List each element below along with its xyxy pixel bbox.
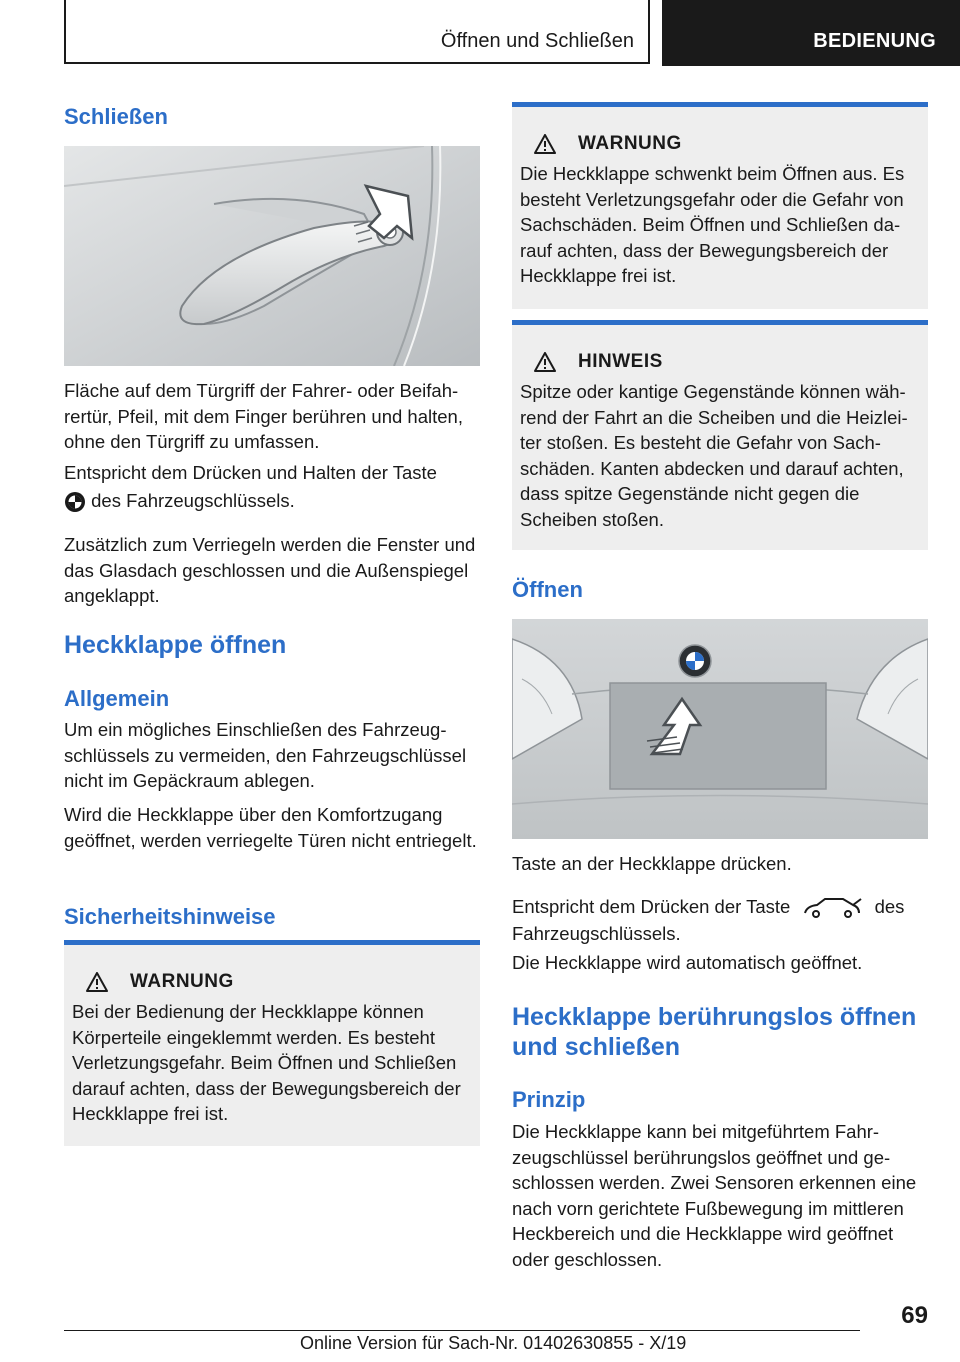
warning-box-swing — [512, 102, 928, 309]
hint-header — [520, 347, 920, 377]
paragraph-comfort-access: Wird die Heckklappe über den Komfortzugang geöffnet, werden verriegelte Türen nicht entriegelt. — [64, 804, 477, 851]
header-chapter-box — [662, 0, 960, 66]
warning-triangle-icon — [534, 134, 556, 154]
warning-header — [520, 129, 920, 159]
hint-box-sharp-objects — [512, 320, 928, 550]
paragraph-press-button: Taste an der Heckklappe drücken. — [512, 853, 792, 874]
warning-text: Die Heckklappe schwenkt beim Öffnen aus. Es besteht Verletzungsgefahr oder die Gefahr von Sachschäden. Beim Öffnen und Schließen darauf achten, dass der Bewegungsbereich der Heckklappe frei ist. — [520, 163, 905, 287]
paragraph-prinzip: Die Heckklappe kann bei mitgeführtem Fahrzeugschlüssel berührungslos geöffnet und geschlossen werden. Zwei Sensoren erkennen eine nach vorn gerichtete Fußbewegung im mittleren Heckbereich und die Heckklappe wird geöffnet oder geschlossen. — [512, 1121, 917, 1270]
trunk-button-image — [512, 619, 928, 839]
page-number: 69 — [901, 1302, 928, 1329]
paragraph-lock-key-suffix: des Fahrzeugschlüssels. — [86, 489, 295, 511]
header-section-box — [64, 0, 650, 64]
paragraph-trunk-key-prefix: Entspricht dem Drücken der Taste — [512, 896, 791, 917]
heading-oeffnen: Öffnen — [512, 577, 583, 602]
door-handle-illustration — [64, 146, 480, 366]
heading-prinzip: Prinzip — [512, 1087, 586, 1112]
paragraph-key-storage: Um ein mögliches Einschließen des Fahrzeugschlüssels zu vermeiden, den Fahrzeugschlüssel nicht im Gepäckraum ablegen. — [64, 719, 467, 792]
footer-online-version: Online Version für Sach-Nr. 01402630855 - X/19 — [300, 1333, 687, 1353]
heading-heckklappe-oeffnen: Heckklappe öffnen — [64, 631, 287, 659]
footer-divider — [64, 1330, 860, 1331]
door-handle-image — [64, 146, 480, 366]
paragraph-trunk-key — [512, 894, 928, 947]
bmw-logo-lock-icon — [64, 491, 86, 513]
heading-schliessen: Schließen — [64, 104, 168, 129]
heading-beruehrungslos: Heckklappe berührungslos öffnen und schließen — [512, 1003, 917, 1061]
paragraph-windows-close: Zusätzlich zum Verriegeln werden die Fenster und das Glasdach geschlossen und die Außenspiegel angeklappt. — [64, 534, 476, 607]
paragraph-auto-open: Die Heckklappe wird automatisch geöffnet. — [512, 952, 863, 973]
paragraph-lock-key — [64, 460, 480, 513]
warning-box-pinching — [64, 940, 480, 1146]
hint-title: HINWEIS — [578, 351, 663, 372]
paragraph-trunk-key-line1 — [512, 894, 928, 947]
trunk-button-illustration — [512, 619, 928, 839]
hint-text: Spitze oder kantige Gegenstände können während der Fahrt an die Scheiben und die Heizleiter stoßen. Es besteht die Gefahr von Sachschäden. Kanten abdecken und darauf achten, dass spitze Gegenstände nicht gegen die Scheiben stoßen. — [520, 381, 908, 530]
paragraph-door-touch: Fläche auf dem Türgriff der Fahrer- oder Beifahrertür, Pfeil, mit dem Finger berühren und halten, ohne den Türgriff zu umfassen. — [64, 380, 463, 453]
car-trunk-icon — [801, 895, 863, 921]
warning-triangle-icon — [534, 352, 556, 372]
warning-title: WARNUNG — [130, 971, 234, 992]
heading-sicherheitshinweise: Sicherheitshinweise — [64, 904, 276, 929]
header-chapter-title: BEDIENUNG — [813, 30, 936, 52]
paragraph-lock-key-line1: Entspricht dem Drücken und Halten der Taste — [64, 462, 437, 483]
paragraph-lock-key-line2 — [64, 488, 480, 514]
warning-header — [72, 967, 472, 997]
paragraph-trunk-key-suffix: des Fahrzeugschlüssels. — [512, 896, 905, 945]
warning-text: Bei der Bedienung der Heckklappe können Körperteile eingeklemmt werden. Es besteht Verletzungsgefahr. Beim Öffnen und Schließen darauf achten, dass der Bewegungsbereich der Heckklappe frei ist. — [72, 1001, 461, 1125]
heading-allgemein: Allgemein — [64, 686, 170, 711]
warning-triangle-icon — [86, 972, 108, 992]
header-section-title: Öffnen und Schließen — [440, 30, 634, 52]
warning-title: WARNUNG — [578, 133, 682, 154]
